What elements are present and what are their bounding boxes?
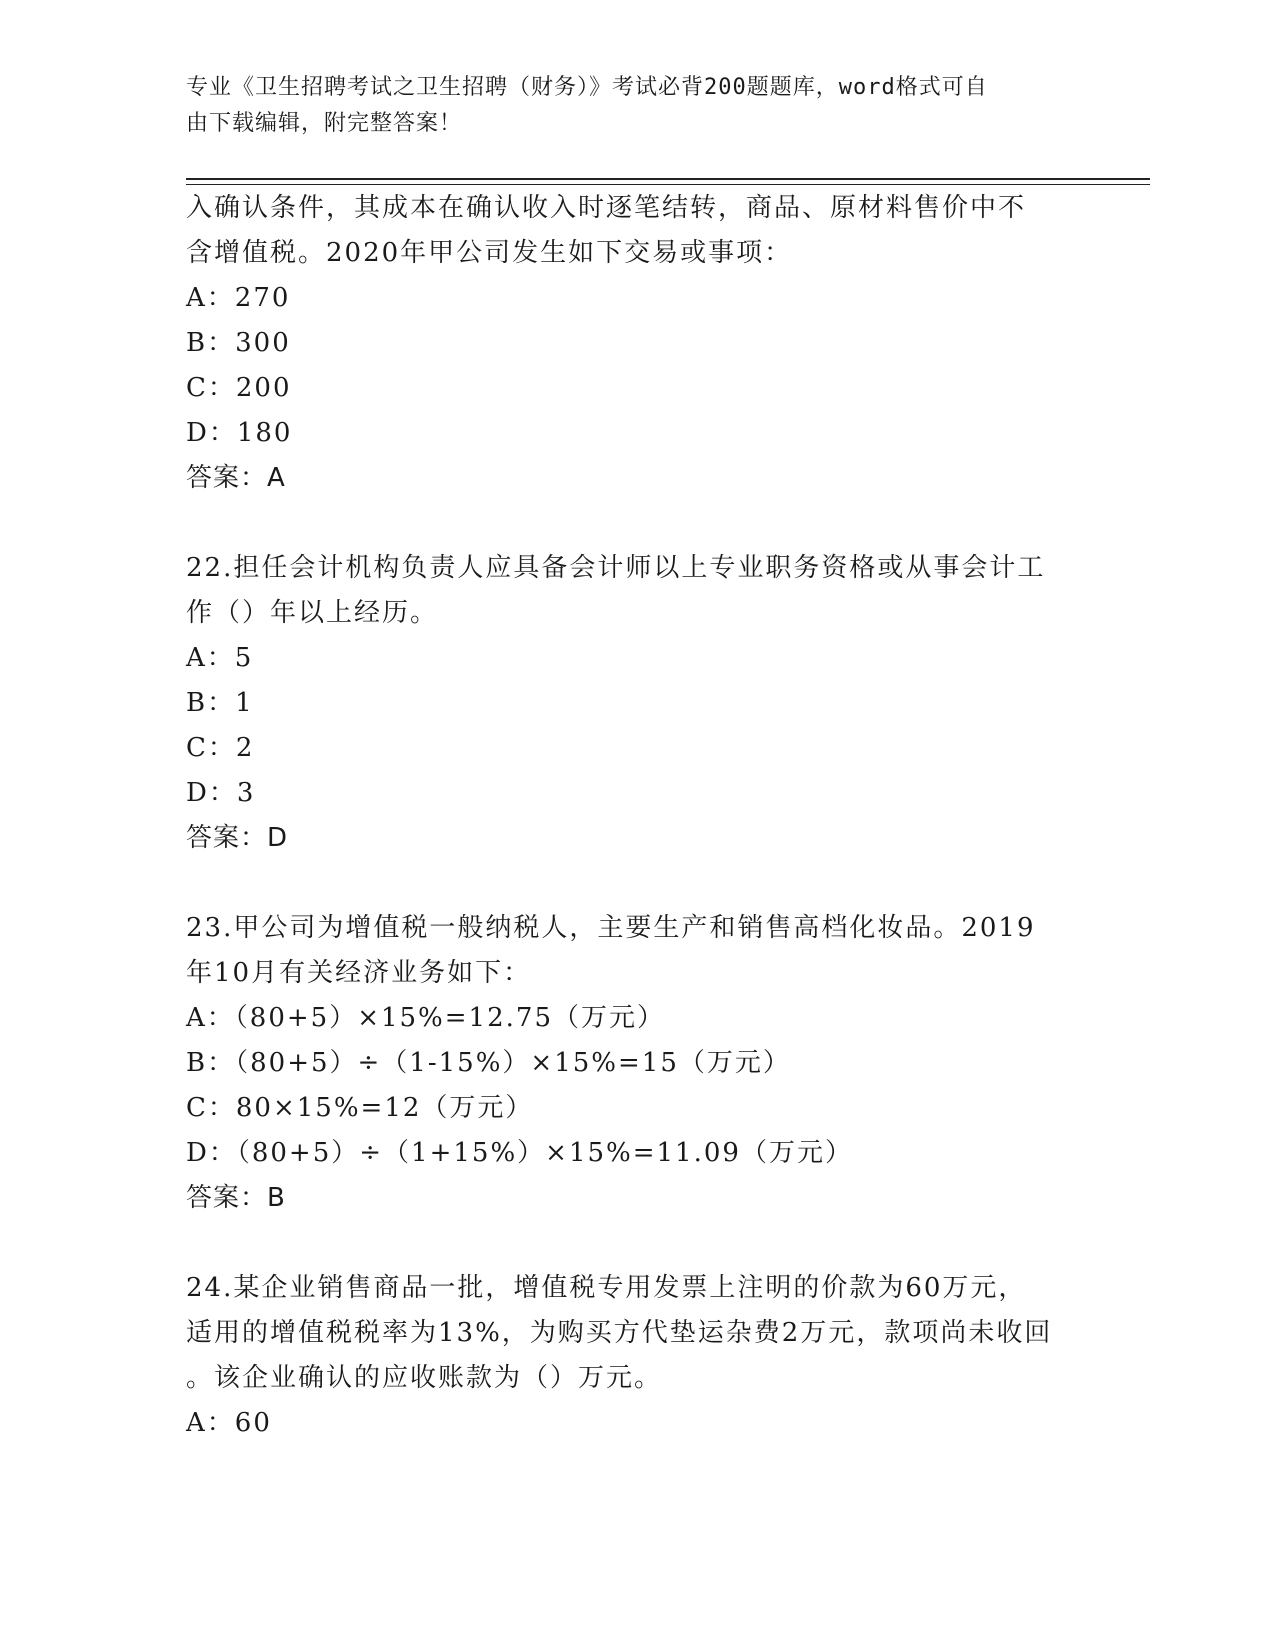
- option-c: C：2: [186, 733, 255, 763]
- option-b: B：（80+5）÷（1-15%）×15%=15（万元）: [186, 1048, 791, 1078]
- question-stem-line: 24.某企业销售商品一批，增值税专用发票上注明的价款为60万元，: [186, 1273, 1027, 1303]
- header-divider: [186, 178, 1150, 180]
- question-stem-line: 年10月有关经济业务如下：: [186, 958, 532, 988]
- option-a: A：270: [186, 283, 291, 313]
- answer-label: 答案：B: [186, 1183, 286, 1213]
- option-a: A：5: [186, 643, 254, 673]
- question-stem-line: 。该企业确认的应收账款为（）万元。: [186, 1363, 663, 1393]
- question-24: [186, 1266, 1086, 1446]
- question-stem-line: 入确认条件，其成本在确认收入时逐笔结转，商品、原材料售价中不: [186, 193, 1027, 223]
- answer-label: 答案：A: [186, 463, 286, 493]
- option-a: A：60: [186, 1408, 272, 1438]
- question-stem-line: 作（）年以上经历。: [186, 598, 439, 628]
- option-c: C：200: [186, 373, 292, 403]
- option-d: D：3: [186, 778, 256, 808]
- question-23: [186, 906, 1086, 1221]
- document-header: [186, 70, 1066, 142]
- question-stem-line: 含增值税。2020年甲公司发生如下交易或事项：: [186, 238, 793, 268]
- header-divider-thin: [186, 184, 1150, 185]
- question-21: [186, 186, 1086, 501]
- question-stem-line: 23.甲公司为增值税一般纳税人，主要生产和销售高档化妆品。2019: [186, 913, 1036, 943]
- question-stem-line: 22.担任会计机构负责人应具备会计师以上专业职务资格或从事会计工: [186, 553, 1046, 583]
- question-stem-line: 适用的增值税税率为13%，为购买方代垫运杂费2万元，款项尚未收回: [186, 1318, 1053, 1348]
- question-22: [186, 546, 1086, 861]
- question-list: [186, 186, 1086, 1446]
- option-d: D：（80+5）÷（1+15%）×15%=11.09（万元）: [186, 1138, 853, 1168]
- header-line-1: 专业《卫生招聘考试之卫生招聘（财务）》考试必背200题题库，word格式可自: [186, 75, 988, 100]
- option-c: C：80×15%=12（万元）: [186, 1093, 534, 1123]
- option-b: B：300: [186, 328, 291, 358]
- option-d: D：180: [186, 418, 293, 448]
- header-line-2: 由下载编辑，附完整答案！: [186, 111, 463, 136]
- option-a: A：（80+5）×15%=12.75（万元）: [186, 1003, 665, 1033]
- answer-label: 答案：D: [186, 823, 289, 853]
- option-b: B：1: [186, 688, 254, 718]
